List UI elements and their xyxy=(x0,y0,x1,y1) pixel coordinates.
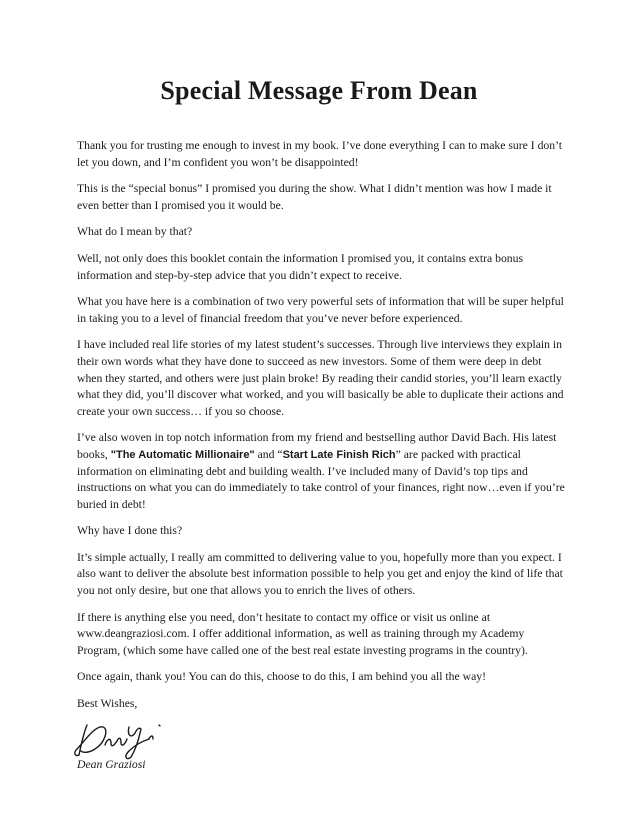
book-title-automatic-millionaire: "The Automatic Millionaire" xyxy=(110,448,255,461)
text-segment: and “ xyxy=(254,447,283,461)
paragraph-stories: I have included real life stories of my latest student’s successes. Through live interviews they explain in their own words what they have done to succeed as new investors. Some of them were deep in debt when they started, and others were just plain broke! By reading their candid stories, you’ll learn exactly what they did, you’ll discover what worked, and you will basically be able to duplicate their actions and create your own success… if you so choose. xyxy=(77,338,564,418)
text-segment: I’ve also woven in top notch information from my friend and bestselling author David Bach. His latest books, xyxy=(77,431,557,461)
paragraph-special-bonus: This is the “special bonus” I promised you during the show. What I didn’t mention was how I made it even better than I promised you it would be. xyxy=(77,182,552,212)
paragraph-value: It’s simple actually, I really am committed to delivering value to you, hopefully more than you expect. I also want to deliver the absolute best information possible to help you get and enjoy the kind of life that you not only desire, but one that allows you to enrich the lives of others. xyxy=(77,550,563,598)
book-title-start-late-finish-rich: Start Late Finish Rich xyxy=(282,448,396,461)
text-segment: ” are packed with practical information on eliminating debt and building wealth. I’ve included many of David’s top tips and instructions on what you can do immediately to take control of your finances, right now…even if you’re buried in debt! xyxy=(77,447,565,511)
page-title: Special Message From Dean xyxy=(160,76,478,105)
paragraph-thank-you: Once again, thank you! You can do this, choose to do this, I am behind you all the way! xyxy=(77,670,486,684)
handwritten-signature xyxy=(69,713,169,761)
closing-line: Best Wishes, xyxy=(77,697,138,711)
signature-block xyxy=(77,715,567,775)
paragraph-combination: What you have here is a combination of two very powerful sets of information that will be super helpful in taking you to a level of financial freedom that you’ve never before experienced. xyxy=(77,295,564,325)
paragraph-thanks: Thank you for trusting me enough to invest in my book. I’ve done everything I can to make sure I don’t let you down, and I’m confident you won’t be disappointed! xyxy=(77,139,563,169)
signature-name: Dean Graziosi xyxy=(77,757,146,771)
paragraph-contact: If there is anything else you need, don’t hesitate to contact my office or visit us online at www.deangraziosi.com. I offer additional information, as well as training through my Academy Program, (which some have called one of the best real estate investing programs in the country). xyxy=(77,610,528,657)
paragraph-david-bach xyxy=(77,430,567,513)
letter-body xyxy=(77,138,567,775)
paragraph-why: Why have I done this? xyxy=(77,524,183,538)
paragraph-question: What do I mean by that? xyxy=(77,225,193,239)
paragraph-booklet: Well, not only does this booklet contain the information I promised you, it contains extra bonus information and step-by-step advice that you didn’t expect to receive. xyxy=(77,251,524,282)
